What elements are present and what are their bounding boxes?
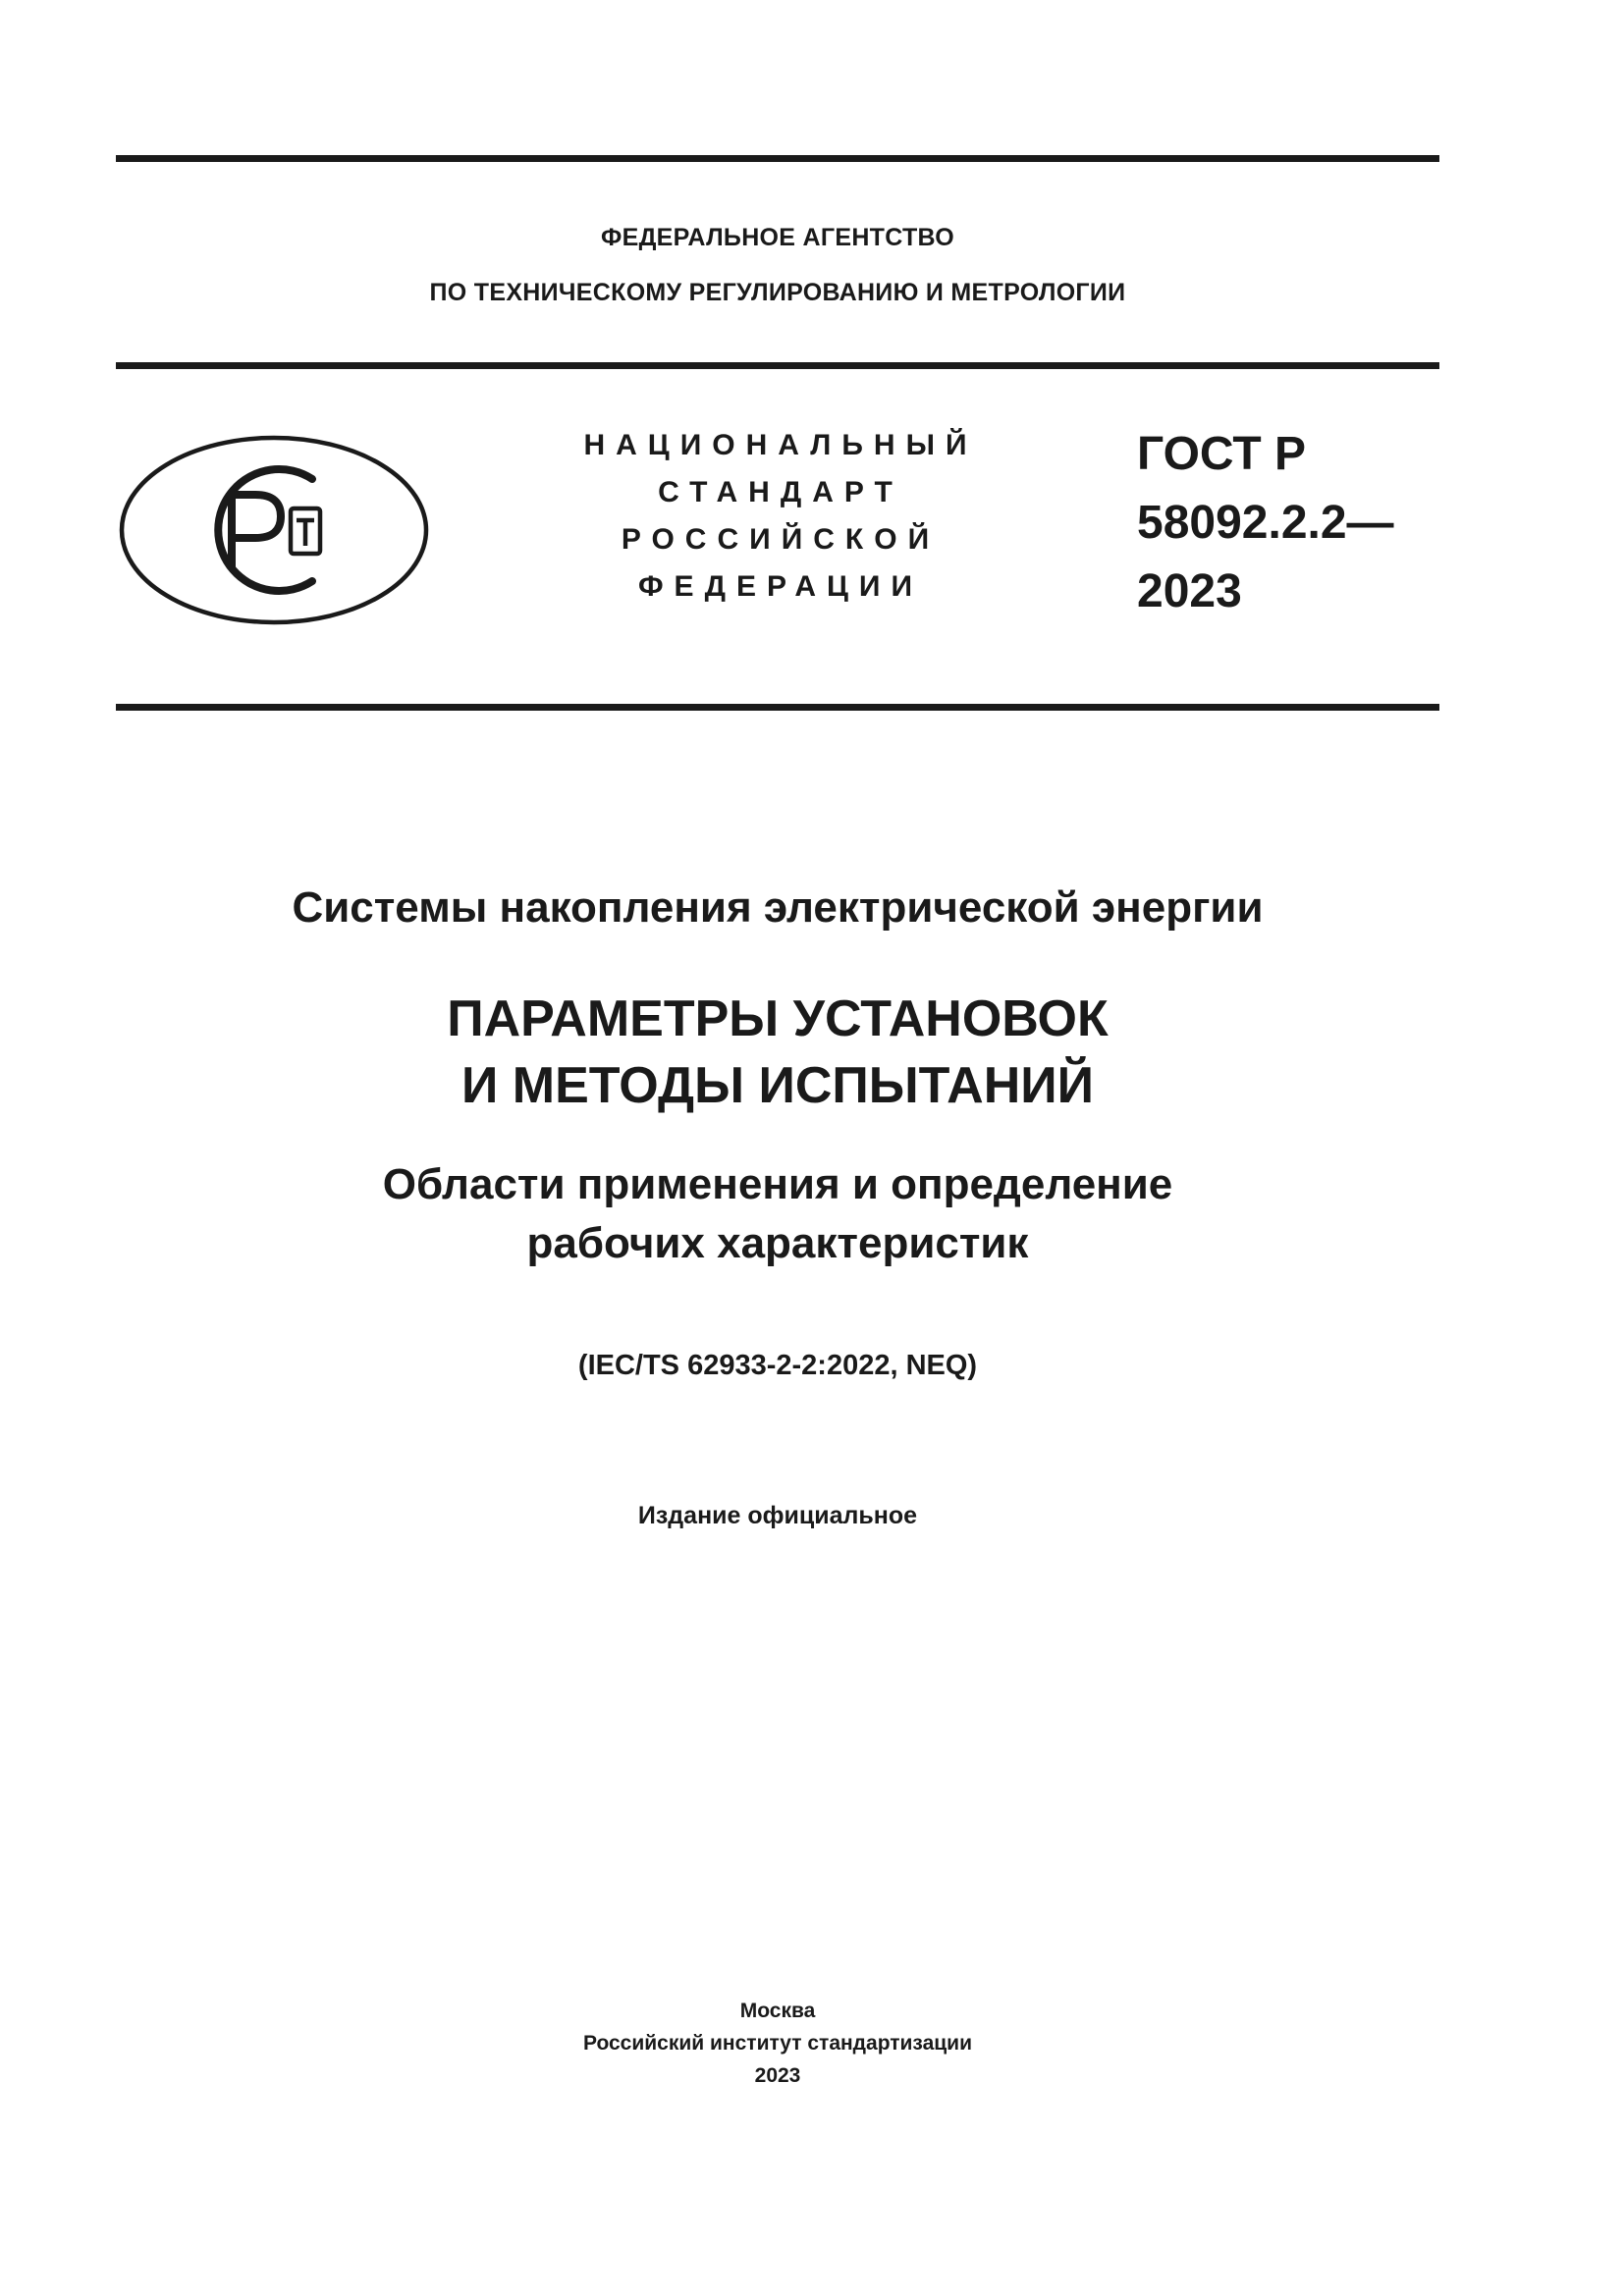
footer-city: Москва bbox=[739, 2000, 816, 2022]
footer-year: 2023 bbox=[754, 2064, 801, 2087]
document-sub-title bbox=[116, 1155, 1439, 1273]
national-standard-line-4: ФЕДЕРАЦИИ bbox=[637, 570, 924, 603]
sub-title-line-1: Области применения и определение bbox=[382, 1160, 1173, 1208]
international-reference: (IEC/TS 62933-2-2:2022, NEQ) bbox=[577, 1350, 978, 1381]
national-standard-line-3: РОССИЙСКОЙ bbox=[621, 523, 941, 556]
national-standard-line-2: СТАНДАРТ bbox=[658, 476, 903, 508]
national-standard-line-1: НАЦИОНАЛЬНЫЙ bbox=[583, 429, 978, 461]
publisher-footer bbox=[116, 1995, 1439, 2092]
gost-line-3: 2023 bbox=[1137, 565, 1242, 617]
sub-title-line-2: рабочих характеристик bbox=[526, 1219, 1029, 1267]
national-standard-label bbox=[550, 422, 1011, 611]
gost-line-2: 58092.2.2— bbox=[1137, 497, 1394, 549]
document-subject: Системы накопления электрической энергии bbox=[292, 883, 1264, 932]
gost-line-1: ГОСТ Р bbox=[1137, 428, 1307, 480]
header-rule bbox=[116, 362, 1439, 369]
rst-certification-seal-icon bbox=[116, 432, 432, 628]
agency-line-2: ПО ТЕХНИЧЕСКОМУ РЕГУЛИРОВАНИЮ И МЕТРОЛОГИИ bbox=[429, 279, 1126, 306]
gost-designation bbox=[1137, 420, 1451, 626]
header-bottom-rule bbox=[116, 704, 1439, 711]
top-rule bbox=[116, 155, 1439, 162]
main-title-line-2: И МЕТОДЫ ИСПЫТАНИЙ bbox=[460, 1057, 1094, 1114]
main-title-line-1: ПАРАМЕТРЫ УСТАНОВОК bbox=[447, 990, 1109, 1047]
document-main-title bbox=[116, 986, 1439, 1119]
edition-label: Издание официальное bbox=[637, 1502, 918, 1529]
agency-line-1: ФЕДЕРАЛЬНОЕ АГЕНТСТВО bbox=[600, 224, 955, 251]
footer-publisher: Российский институт стандартизации bbox=[582, 2032, 973, 2055]
